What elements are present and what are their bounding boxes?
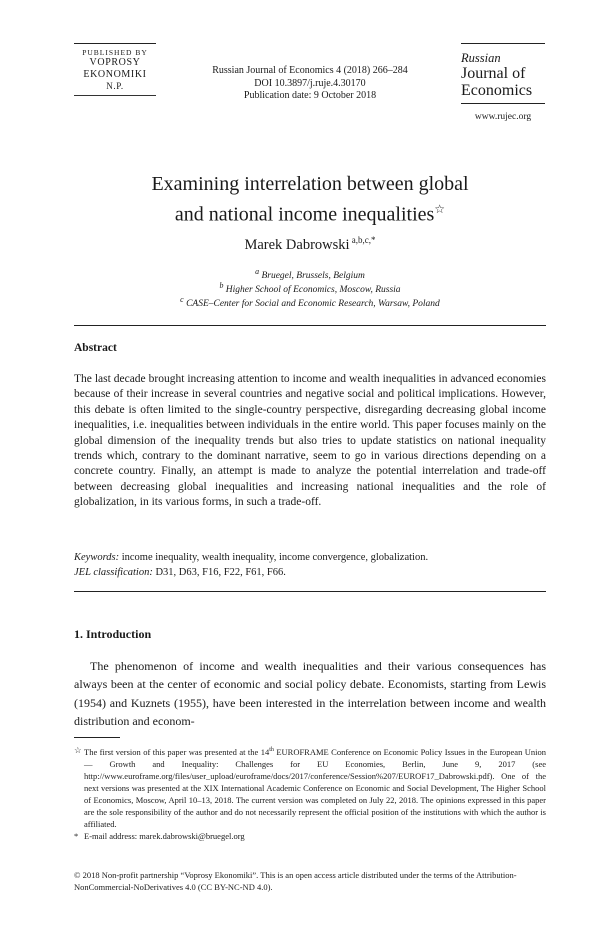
- footnote-star-sup: th: [269, 747, 274, 753]
- introduction-paragraph: The phenomenon of income and wealth inequalities and their various consequences has always been at the center of economic and social policy debate. Economists, starting from Lewis (1954) and Kuznets (1955), have been interested in the interrelation between income and wealth distribution and econom-: [74, 659, 546, 728]
- jel-text: D31, D63, F16, F22, F61, F66.: [152, 567, 286, 578]
- title-line-2-text: and national income inequalities: [174, 203, 435, 226]
- affiliation-c-text: CASE–Center for Social and Economic Research, Warsaw, Poland: [183, 299, 440, 310]
- affiliation-a-text: Bruegel, Brussels, Belgium: [259, 271, 365, 282]
- affiliation-a-mark: a: [255, 267, 260, 276]
- abstract-heading: Abstract: [74, 342, 117, 354]
- publisher-bottom-rule: [74, 95, 156, 96]
- affiliation-b-text: Higher School of Economics, Moscow, Russia: [223, 285, 401, 296]
- copyright-notice: © 2018 Non-profit partnership “Voprosy Ekonomiki”. This is an open access article distributed under the terms of the Attribution-NonCommercial-NoDerivatives 4.0 (CC BY-NC-ND 4.0).: [74, 870, 517, 892]
- logo-bottom-rule: [461, 103, 545, 104]
- journal-info: [180, 65, 440, 103]
- footnote-email: [74, 830, 546, 842]
- abstract-text: The last decade brought increasing attention to income and wealth inequalities in advanced economies because of their increase in several countries and negative social and political implications. However, this debate is often limited to the single-country perspective, disregarding decreasing global income inequalities, i.e. inequalities between individuals in the entire world. This paper focuses mainly on the global dimension of the inequality trends but also tries to update statistics on national inequality trends which, contrary to the dominant narrative, seem to go in various directions depending on a concrete country. Finally, an attempt is made to analyze the potential interrelation and trade-off between decreasing global inequalities and increasing national inequalities and the role of globalization, in its various forms, in such a trade-off.: [74, 373, 546, 509]
- logo-top-rule: [461, 43, 545, 44]
- publisher-name-line1: VOPROSY: [89, 57, 141, 68]
- footnote-star-mark: ☆: [74, 745, 82, 755]
- journal-citation: Russian Journal of Economics 4 (2018) 266–284: [212, 65, 408, 76]
- logo-journal-of: Journal of: [461, 65, 526, 82]
- title-line-1: Examining interrelation between global: [151, 173, 469, 195]
- keywords-text: income inequality, wealth inequality, income convergence, globalization.: [119, 552, 429, 563]
- published-by-label: PUBLISHED BY: [82, 48, 148, 57]
- footnote-email-text[interactable]: E-mail address: marek.dabrowski@bruegel.org: [84, 830, 245, 841]
- title-line-2: [60, 197, 560, 228]
- publisher-name-line2: EKONOMIKI: [83, 69, 147, 80]
- author: [60, 235, 560, 254]
- introduction-heading: 1. Introduction: [74, 627, 152, 641]
- footnote-star-text-2: EUROFRAME Conference on Economic Policy Issues in the European Union — Growth and Inequality: Challenges for EU Economies, Berlin, June 9, 2017 (see http://www.euroframe.org/files/user_upload/euroframe/docs/2017/conference/Session%207/EUROF17_Dabrowski.pdf). One of the next versions was presented at the XIX International Academic Conference on Economic and Social Development, The Higher School of Economics, Moscow, April 10–13, 2018. The current version was completed on July 22, 2018. The opinions expressed in this paper are the sole responsibility of the author and do not necessarily represent the official position of the institutions with which the author is affiliated.: [84, 746, 546, 829]
- journal-url-link[interactable]: www.rujec.org: [474, 112, 532, 122]
- logo-russian: Russian: [461, 51, 501, 65]
- footnotes: [74, 744, 546, 842]
- doi[interactable]: DOI 10.3897/j.ruje.4.30170: [254, 77, 366, 89]
- keywords-line: [74, 550, 546, 565]
- keywords-label: Keywords:: [74, 552, 120, 563]
- title-star-mark[interactable]: ☆: [434, 202, 446, 216]
- footnote-star-text-1: The first version of this paper was presented at the 14: [84, 746, 270, 757]
- footnote-rule: [74, 737, 120, 738]
- jel-line: [74, 565, 546, 580]
- footnote-star: [74, 744, 546, 830]
- article-title: [60, 172, 560, 228]
- publication-date: Publication date: 9 October 2018: [243, 90, 377, 101]
- logo-economics: Economics: [461, 82, 533, 99]
- affiliation-c-mark: c: [180, 295, 184, 304]
- abstract-top-rule: [74, 325, 546, 326]
- author-name: Marek Dabrowski: [244, 236, 350, 253]
- jel-label: JEL classification:: [74, 567, 153, 578]
- author-affiliation-marks[interactable]: a,b,c,*: [349, 235, 376, 245]
- publisher-box: [74, 43, 156, 96]
- publisher-top-rule: [74, 43, 156, 44]
- affiliation-c: [60, 293, 560, 311]
- footnote-email-mark: *: [74, 830, 79, 841]
- publisher-name-line3: N.P.: [106, 81, 124, 91]
- abstract-bottom-rule: [74, 591, 546, 592]
- journal-logo: [461, 43, 545, 122]
- affiliation-b-mark: b: [219, 281, 224, 290]
- keywords-block: [74, 550, 546, 580]
